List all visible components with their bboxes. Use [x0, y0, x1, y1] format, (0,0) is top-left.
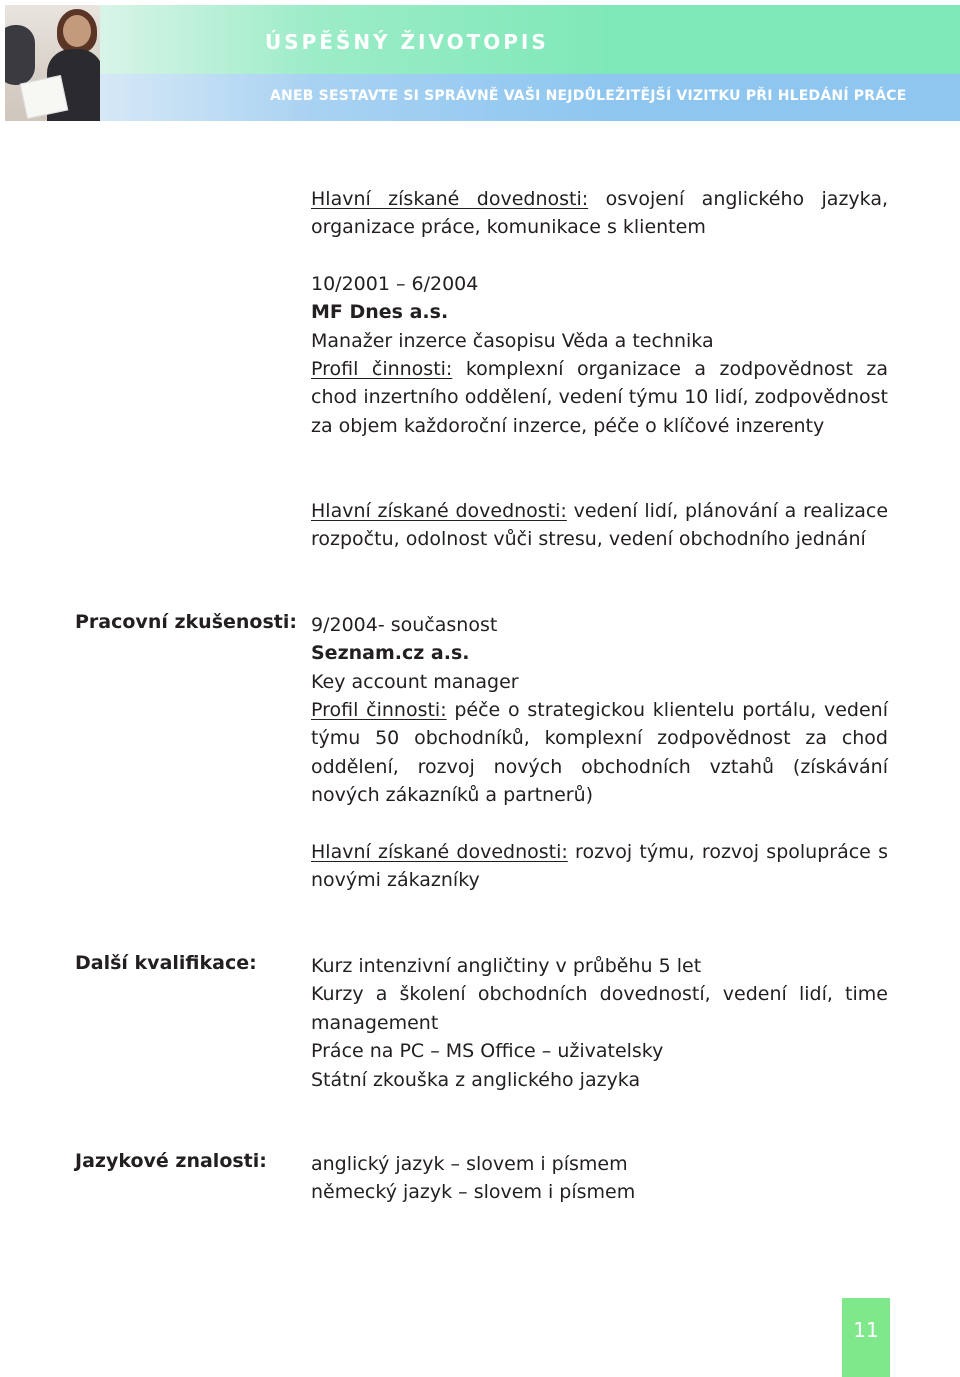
- qualifications-label: Další kvalifikace:: [75, 952, 257, 974]
- job-company: MF Dnes a.s.: [311, 301, 449, 324]
- profile-label: Profil činnosti:: [311, 699, 447, 721]
- qualifications-list: [311, 952, 888, 1094]
- list-item: německý jazyk – slovem i písmem: [311, 1181, 636, 1204]
- job-position: Manažer inzerce časopisu Věda a technika: [311, 329, 714, 352]
- job-seznam-header: [311, 611, 888, 696]
- job-company: Seznam.cz a.s.: [311, 642, 470, 665]
- job-period: 9/2004- současnost: [311, 614, 498, 636]
- profile-text: péče o strategickou klientelu portálu, vedení týmu 50 obchodníků, komplexní zodpovědnost za chod oddělení, rozvoj nových obchodních vztahů (získávání nových zákazníků a partnerů): [311, 699, 888, 807]
- job-period: 10/2001 – 6/2004: [311, 273, 479, 295]
- list-item: Práce na PC – MS Office – uživatelsky: [311, 1040, 664, 1063]
- page-number: 11: [842, 1298, 890, 1377]
- job-seznam-skills: [311, 838, 888, 895]
- job-seznam-profile: [311, 696, 888, 810]
- job-mf-skills: [311, 497, 888, 554]
- languages-list: [311, 1150, 888, 1207]
- header-subtitle: ANEB SESTAVTE SI SPRÁVNĚ VAŠI NEJDŮLEŽITĚJŠÍ VIZITKU PŘI HLEDÁNÍ PRÁCE: [270, 88, 907, 104]
- list-item: Kurz intenzivní angličtiny v průběhu 5 let: [311, 955, 702, 977]
- skills-text: vedení lidí, plánování a realizace rozpočtu, odolnost vůči stresu, vedení obchodního jednání: [311, 500, 889, 551]
- skills-label: Hlavní získané dovednosti:: [311, 841, 568, 863]
- list-item: anglický jazyk – slovem i písmem: [311, 1153, 628, 1175]
- skills-label: Hlavní získané dovednosti:: [311, 500, 567, 522]
- skills-text: osvojení anglického jazyka, organizace práce, komunikace s klientem: [311, 188, 889, 239]
- header-photo: [5, 5, 100, 121]
- skills-text: rozvoj týmu, rozvoj spolupráce s novými zákazníky: [311, 841, 888, 892]
- profile-text: komplexní organizace a zodpovědnost za chod inzertního oddělení, vedení týmu 10 lidí, zodpovědnost za objem každoroční inzerce, péče o klíčové inzerenty: [311, 358, 889, 437]
- work-label: Pracovní zkušenosti:: [75, 611, 297, 633]
- job-mf-profile: [311, 355, 888, 440]
- job-position: Key account manager: [311, 670, 519, 693]
- languages-label: Jazykové znalosti:: [75, 1150, 267, 1172]
- list-item: Kurzy a školení obchodních dovedností, vedení lidí, time management: [311, 983, 888, 1034]
- intro-skills: [311, 185, 888, 242]
- profile-label: Profil činnosti:: [311, 358, 453, 380]
- skills-label: Hlavní získané dovednosti:: [311, 188, 589, 210]
- header-title: ÚSPĚŠNÝ ŽIVOTOPIS: [265, 30, 549, 54]
- list-item: Státní zkouška z anglického jazyka: [311, 1068, 641, 1091]
- job-mf-header: [311, 270, 888, 355]
